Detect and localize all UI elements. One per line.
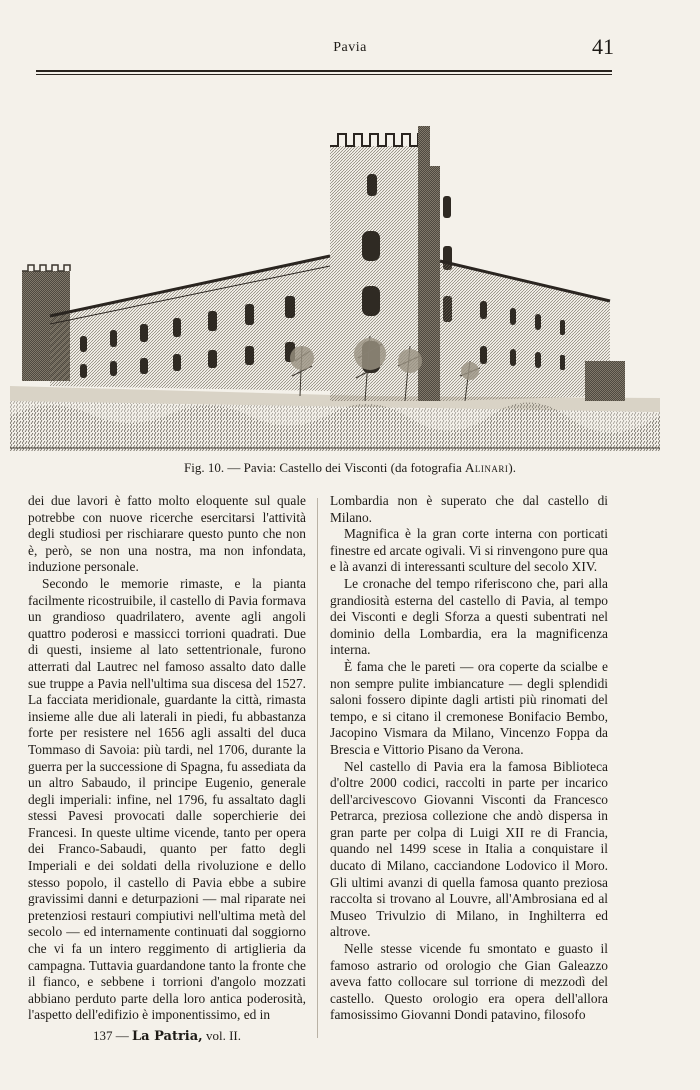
caption-text: Fig. 10. — Pavia: Castello dei Visconti (da fotografia [184, 460, 465, 475]
paragraph: È fama che le pareti — ora coperte da scialbe e non sempre pulite imbiancature — degli splendidi saloni fossero dipinte dagli artisti più rinomati del tempo, e si citano il cremonese Bonifacio Bembo, Jacopino Vismara da Milano, Vincenzo Foppa da Brescia e Vittorio Pisano da Verona. [330, 658, 608, 757]
paragraph: Nel castello di Pavia era la famosa Biblioteca d'oltre 2000 codici, raccolti in parte per incarico dell'arcivescovo Giovanni Visconti da Francesco Petrarca, preziosa collezione che andò dispersa in gran parte per colpa di Luigi XII re di Francia, quando nel 1499 scese in Italia a conquistare il ducato di Milano, cacciandone Lodovico il Moro. Gli ultimi avanzi di quella famosa quanto preziosa raccolta si trovano al Louvre, all'Ambrosiana ed al Museo Trivulzio di Milano, in Inghilterra ed altrove. [330, 758, 608, 940]
volume-label: vol. II. [205, 1028, 241, 1043]
left-column [28, 493, 306, 1024]
header-rule-thin [36, 74, 612, 75]
footer-signature [28, 1028, 306, 1044]
magazine-title: La Patria, [132, 1029, 203, 1044]
caption-credit: Alinari [464, 460, 509, 475]
page-number: 41 [592, 34, 614, 59]
paragraph: Lombardia non è superato che dal castello di Milano. [330, 493, 608, 525]
paragraph: Nelle stesse vicende fu smontato e guasto il famoso astrario od orologio che Gian Galeazzo aveva fatto collocare sul torrione di mezzodì del castello. Questo orologio era opera dell'allora famosissimo Giovanni Dondi patavino, filosofo [330, 941, 608, 1023]
paragraph: Magnifica è la gran corte interna con porticati finestre ed arcate ogivali. Vi si rinvengono pure qua e là avanzi di interessanti sculture del secolo XIV. [330, 526, 608, 575]
paragraph: Le cronache del tempo riferiscono che, pari alla grandiosità esterna del castello di Pavia, al tempo dei Visconti e degli Sforza a questi subentrati nel dominio della Lombardia, era la magnificenza interna. [330, 575, 608, 658]
caption-end: ). [508, 460, 516, 475]
figure-caption [0, 460, 700, 476]
header-rule [36, 70, 612, 72]
castle-illustration [10, 96, 660, 451]
signature-number: 137 — [93, 1028, 129, 1043]
paragraph: Secondo le memorie rimaste, e la pianta facilmente ricostruibile, il castello di Pavia formava un grandioso quadrilatero, avente agli angoli quattro poderosi e massicci torrioni quadrati. Due di questi, insieme al lato settentrionale, furono atterrati dal Lautrec nel famoso assalto dato dalle sue truppe a Pavia nell'ultima sua discesa del 1527. La facciata meridionale, guardante la città, rimasta insieme alle due ali laterali in piedi, fu abbastanza forte per resistere nel 1656 agli assalti del duca Tommaso di Savoia: più tardi, nel 1706, durante la guerra per la successione di Spagna, fu assediata da un altro Sabaudo, il principe Eugenio, generale degli imperiali: infine, nel 1796, fu assaltato dagli stessi Pavesi provocati dalle soperchierie dei Francesi. In queste ultime vicende, tanto per opera dei Franco-Sabaudi, quanto per fatto degli Imperiali e dei soldati della rivoluzione e dello stesso popolo, il castello di Pavia ebbe a subire gravissimi danni e deturpazioni — mal riparate nei pretenziosi restauri compiutivi nell'ultima metà del secolo — ed internamente continuati dal soggiorno che vi fa un intero reggimento di artiglieria da campagna. Tuttavia guardandone tanto la fronte che il fianco, e sebbene i torrioni d'angolo mozzati abbiano perduto parte della loro antica poderosità, l'aspetto dell'edifizio è imponentissimo, ed in [28, 575, 306, 1023]
paragraph: dei due lavori è fatto molto eloquente sul quale potrebbe con nuove ricerche esercitarsi l'attività degli studiosi per rischiarare questo punto che non è, però, se non una nostra, ma non infondata, induzione personale. [28, 493, 306, 575]
running-title: Pavia [333, 40, 367, 55]
right-column [330, 493, 608, 1024]
column-divider [317, 498, 318, 1038]
